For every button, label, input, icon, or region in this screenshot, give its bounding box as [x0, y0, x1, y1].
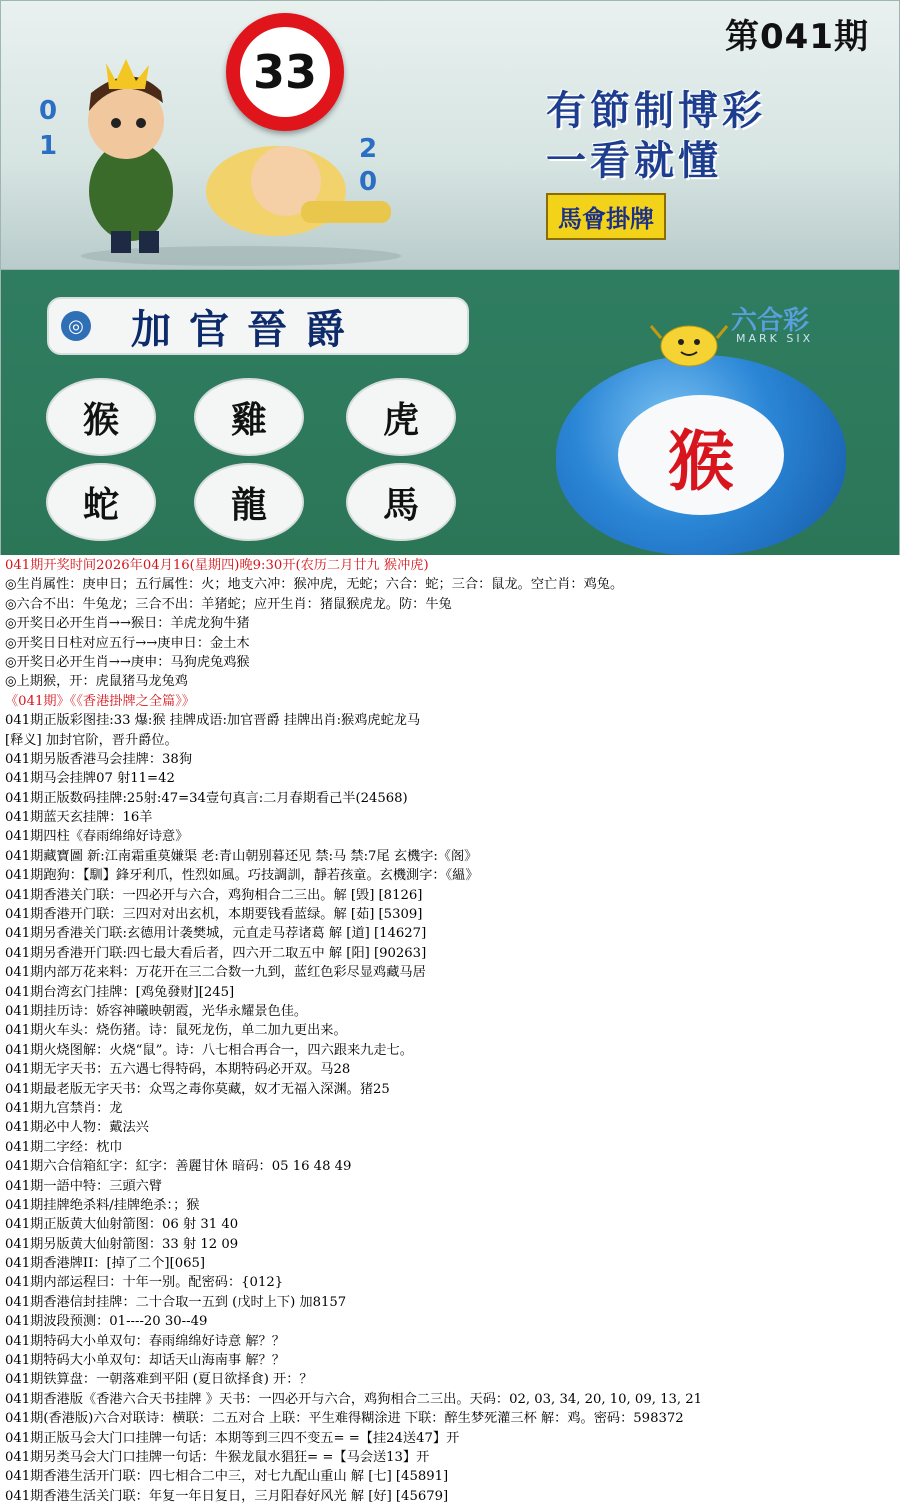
text-line: 041期铁算盘：一朝落难到平阳 (夏日欲择食) 开：？: [5, 1372, 313, 1388]
text-line: ◎生肖属性：庚申日；五行属性：火；地支六冲：猴冲虎，无蛇；六合：蛇；三合：鼠龙。空亡肖：鸡兔。: [5, 577, 624, 593]
text-line: 041期另香港开门联:四七最大看后者，四六开二取五中 解 [阳] [90263]: [5, 945, 427, 961]
text-line: 041期香港关门联：一四必开与六合，鸡狗相合二三出。解 [毁] [8126]: [5, 887, 423, 903]
text-line: 041期香港信封挂牌：二十合取一五到 (戊时上下) 加8157: [5, 1294, 347, 1310]
text-line: 041期挂历诗：娇容神曦映朝霞，光华永耀景色佳。: [5, 1003, 308, 1019]
text-line: 041期马会挂牌07 射11=42: [5, 771, 175, 787]
text-line: 041期香港牌II：[掉了二个][065]: [5, 1256, 206, 1272]
text-line: ◎上期猴，开：虎鼠猪马龙兔鸡: [5, 674, 188, 690]
text-line: 041期另版黄大仙射箭图：33 射 12 09: [5, 1236, 239, 1252]
text-line: 041期正版数码挂牌:25射:47=34壹句真言:二月春期看己半(24568): [5, 790, 408, 806]
text-line: 041期另类马会大门口挂牌一句话：牛猴龙鼠水猖狂= =【马会送13】开: [5, 1449, 430, 1465]
mark-six-logo: 六合彩: [731, 306, 810, 336]
text-line: 041期香港生活关门联：年复一年日复日，三月阳春好风光 解 [好] [45679]: [5, 1488, 449, 1504]
text-line: 041期九宫禁肖：龙: [5, 1100, 123, 1116]
text-line: ◎六合不出：牛兔龙；三合不出：羊猪蛇；应开生肖：猪鼠猴虎龙。防：牛兔: [5, 596, 452, 612]
prediction-text-list: [5, 556, 897, 1506]
zodiac-circle-2: 雞: [194, 378, 304, 456]
text-line: 041期波段预测：01----20 30--49: [5, 1314, 208, 1330]
text-line: 041期挂牌绝杀料/挂牌绝杀：；猴: [5, 1197, 200, 1213]
text-line: 041期香港生活开门联：四七相合二中三，对七九配山重山 解 [七] [45891]: [5, 1469, 449, 1485]
text-line: 041期无字天书：五六遇七得特码，本期特码必开双。马28: [5, 1062, 351, 1078]
text-line: 041期开奖时间2026年04月16(星期四)晚9:30开(农历二月廿九 猴冲虎): [5, 558, 429, 573]
left-digit-bottom: 1: [39, 131, 58, 161]
text-line: 041期火车头：烧伤猪。诗：鼠死龙伤，单二加九更出来。: [5, 1023, 347, 1039]
text-line: 041期二字经：枕巾: [5, 1139, 123, 1155]
text-line: 041期跑狗：【馴】鋒牙利爪，性烈如風。巧技調訓，靜若孩童。玄機測字：《縕》: [5, 868, 479, 884]
slogan-line-2: 一看就懂: [546, 138, 722, 184]
zodiac-panel: [0, 270, 900, 555]
number-sign: [226, 13, 344, 131]
text-line: 041期正版黄大仙射箭图：06 射 31 40: [5, 1217, 239, 1233]
text-line: 041期一語中特：三頭六臂: [5, 1178, 163, 1194]
text-line: 041期香港版《香港六合天书挂牌 》天书：一四必开与六合，鸡狗相合二三出。天码：02, 03, 34, 20, 10, 09, 13, 21: [5, 1391, 703, 1407]
text-line: 041期内部运程曰：十年一别。配密码：{012}: [5, 1275, 284, 1291]
text-line: 041期蓝天玄挂牌：16羊: [5, 810, 153, 826]
text-line: 041期四柱《春雨绵绵好诗意》: [5, 829, 189, 845]
text-line: 041期正版彩图挂:33 爆:猴 挂牌成语:加官晋爵 挂牌出肖:猴鸡虎蛇龙马: [5, 713, 421, 729]
zodiac-circle-6: 馬: [346, 463, 456, 541]
zodiac-circle-3: 虎: [346, 378, 456, 456]
text-line: 041期另香港关门联:玄德用计袭樊城，元直走马荐诸葛 解 [道] [14627]: [5, 926, 427, 942]
right-digit-top: 2: [359, 134, 378, 164]
text-line: 041期另版香港马会挂牌：38狗: [5, 751, 193, 767]
text-line: 041期正版马会大门口挂牌一句话：本期等到三四不变五= =【挂24送47】开: [5, 1430, 460, 1446]
text-line: 041期台湾玄门挂牌：[鸡兔發财][245]: [5, 984, 235, 1000]
zodiac-circle-1: 猴: [46, 378, 156, 456]
slogan-line-1: 有節制博彩: [546, 88, 766, 134]
text-line: 041期六合信箱紅字：紅字：善麗甘休 暗码：05 16 48 49: [5, 1159, 352, 1175]
sign-number: 33: [252, 45, 317, 99]
right-digit-bottom: 0: [359, 167, 378, 197]
text-line: 041期(香港版)六合对联诗：横联：二五对合 上联：平生难得糊涂进 下联：醉生梦死灌三杯 解：鸡。密码：598372: [5, 1411, 684, 1427]
mascot-icon: [649, 308, 729, 368]
title-bullet-icon: ◎: [61, 311, 91, 341]
text-line: 041期内部万花来料：万花开在三二合数一九到，蓝红色彩尽显鸡藏马居: [5, 965, 426, 981]
text-line: 041期火烧图解：火烧“鼠”。诗：八七相合再合一，四六跟来九走七。: [5, 1042, 413, 1058]
text-line: ◎开奖日必开生肖→→庚申：马狗虎兔鸡猴: [5, 654, 250, 670]
text-line: [释义] 加封官阶，晋升爵位。: [5, 732, 178, 748]
zodiac-circle-4: 蛇: [46, 463, 156, 541]
text-line: 041期特码大小单双句：却话天山海南事 解？？: [5, 1353, 285, 1369]
text-line: 041期必中人物：戴法兴: [5, 1120, 149, 1136]
top-banner: [0, 0, 900, 270]
text-line: 041期香港开门联：三四对对出玄机，本期要钱看蓝绿。解 [茹] [5309]: [5, 907, 423, 923]
mark-six-subtitle: MARK SIX: [736, 332, 814, 345]
issue-label: 第041期: [725, 17, 869, 57]
text-line: ◎开奖日必开生肖→→猴日：羊虎龙狗牛猪: [5, 616, 250, 632]
text-line: 041期藏寶圖 新:江南霜重莫嫌渠 老:青山朝别暮还见 禁:马 禁:7尾 玄機字:《阁》: [5, 848, 478, 864]
ball-character: 猴: [618, 395, 784, 515]
text-line: 041期特码大小单双句：春雨绵绵好诗意 解？？: [5, 1333, 285, 1349]
lotto-ball: [556, 355, 846, 555]
text-line: 《041期》《《香港掛牌之全篇》》: [5, 693, 195, 709]
title-bar: [47, 297, 469, 355]
panel-title: 加官晉爵: [131, 305, 363, 353]
brand-tag: 馬會掛牌: [546, 193, 666, 240]
text-line: ◎开奖日日柱对应五行→→庚申日：金土木: [5, 635, 250, 651]
zodiac-circle-5: 龍: [194, 463, 304, 541]
text-line: 041期最老版无字天书：众骂之毒你莫藏，奴才无福入深渊。猪25: [5, 1081, 390, 1097]
left-digit-top: 0: [39, 96, 58, 126]
